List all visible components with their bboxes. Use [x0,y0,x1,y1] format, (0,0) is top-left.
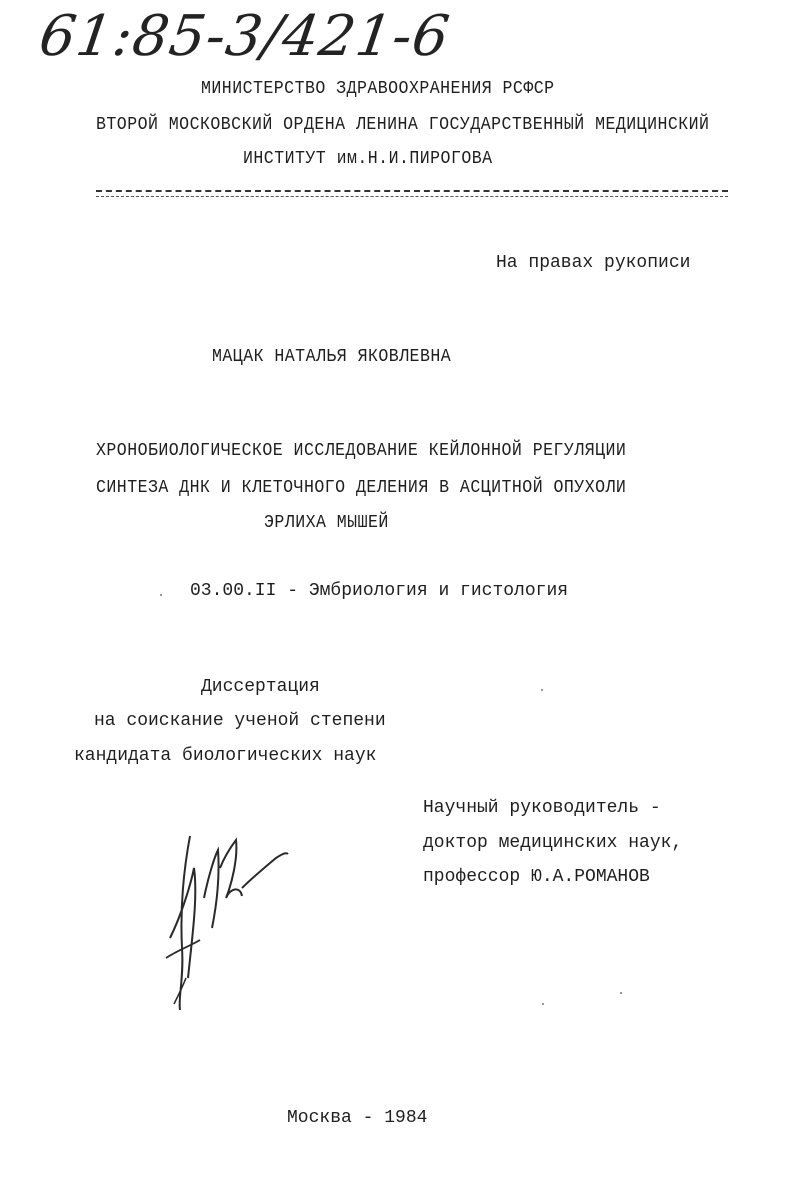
author-name: МАЦАК НАТАЛЬЯ ЯКОВЛЕВНА [212,347,452,367]
paper-speck [541,689,543,691]
thesis-title-line-2: СИНТЕЗА ДНК И КЛЕТОЧНОГО ДЕЛЕНИЯ В АСЦИТНОЙ ОПУХОЛИ [96,478,627,498]
city-year: Москва - 1984 [287,1108,428,1128]
archive-code-handwritten: 61:85-3/421-6 [35,4,454,69]
thesis-title-line-3: ЭРЛИХА МЫШЕЙ [264,513,389,533]
paper-speck [620,992,622,994]
header-divider [96,190,728,197]
paper-speck [542,1003,544,1005]
supervisor-line-2: доктор медицинских наук, [423,833,683,853]
supervisor-line-3: профессор Ю.А.РОМАНОВ [423,867,650,887]
thesis-title-line-1: ХРОНОБИОЛОГИЧЕСКОЕ ИССЛЕДОВАНИЕ КЕЙЛОННОЙ РЕГУЛЯЦИИ [96,441,627,461]
handwritten-signature [160,828,300,1013]
specialty-code: 03.00.II - Эмбриология и гистология [190,581,569,601]
institute-heading-line-2: ИНСТИТУТ им.Н.И.ПИРОГОВА [243,149,493,169]
institute-heading-line-1: ВТОРОЙ МОСКОВСКИЙ ОРДЕНА ЛЕНИНА ГОСУДАРСТВЕННЫЙ МЕДИЦИНСКИЙ [96,115,710,135]
ministry-heading: МИНИСТЕРСТВО ЗДРАВООХРАНЕНИЯ РСФСР [201,79,555,99]
manuscript-rights-note: На правах рукописи [496,253,691,273]
degree-line-1: Диссертация [201,677,320,697]
degree-line-3: кандидата биологических наук [74,746,377,766]
paper-speck [160,594,162,596]
degree-line-2: на соискание ученой степени [94,711,386,731]
supervisor-line-1: Научный руководитель - [423,798,661,818]
